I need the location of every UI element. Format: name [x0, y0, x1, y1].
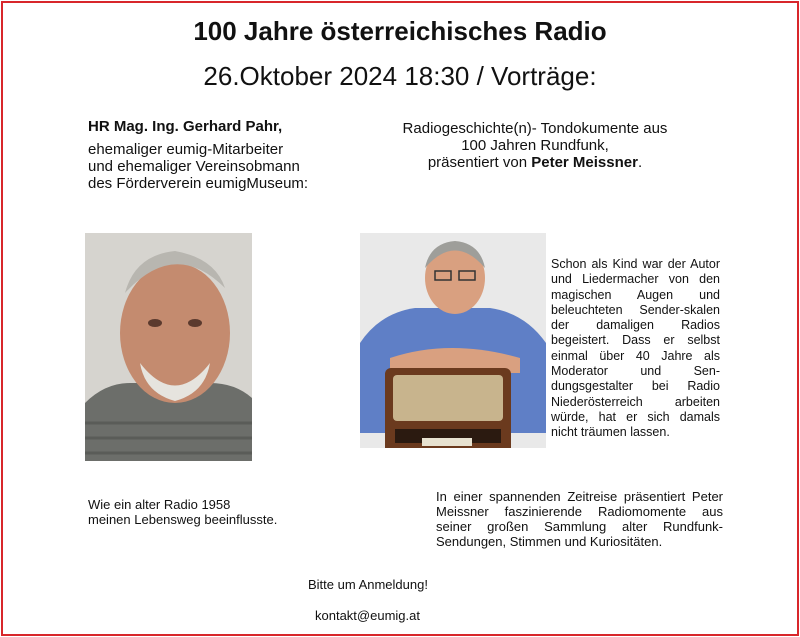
presented-suffix: . [637, 154, 643, 171]
talk2-description: In einer spannenden Zeitreise präsentiert Peter Meissner faszinierende Radiomomente aus seiner großen Sammlung alter Rundfunk-Sendungen, Stimmen und Kuriositäten. [436, 489, 723, 549]
talk1-title [88, 497, 348, 527]
presented-by [370, 154, 700, 171]
page-title: 100 Jahre österreichisches Radio [193, 16, 607, 46]
presented-prefix: präsentiert von [427, 154, 532, 171]
speaker1-header [88, 118, 358, 192]
speaker2-photo [360, 233, 546, 461]
speaker1-photo [85, 233, 252, 461]
talk1-title-line: Wie ein alter Radio 1958 [88, 497, 231, 512]
speaker2-bio: Schon als Kind war der Autor und Liedermacher von den magischen Augen und beleuchteten Sender-skalen der damaligen Radios begeistert. Dass er selbst einmal über 40 Jahre als Moderator und Sen-dungsgestalter bei Radio Niederösterreich arbeiten würde, hat er sich damals nicht träumen lassen. [551, 257, 720, 440]
speaker2-header [370, 120, 700, 171]
talk2-topic-line: Radiogeschichte(n)- Tondokumente aus [402, 120, 668, 137]
contact-email[interactable]: kontakt@eumig.at [315, 608, 420, 623]
event-date: 26.Oktober 2024 18:30 / Vorträge: [203, 61, 597, 91]
speaker2-name: Peter Meissner [531, 154, 638, 171]
speaker1-role-line: ehemaliger eumig-Mitarbeiter [88, 141, 284, 158]
talk2-topic-line: 100 Jahren Rundfunk, [461, 137, 609, 154]
speaker1-role-line: und ehemaliger Vereinsobmann [88, 158, 300, 175]
talk1-title-line: meinen Lebensweg beeinflusste. [88, 512, 278, 527]
speaker1-role-line: des Förderverein eumigMuseum: [88, 175, 309, 192]
registration-note: Bitte um Anmeldung! [308, 577, 428, 592]
speaker1-name: HR Mag. Ing. Gerhard Pahr, [88, 118, 283, 135]
